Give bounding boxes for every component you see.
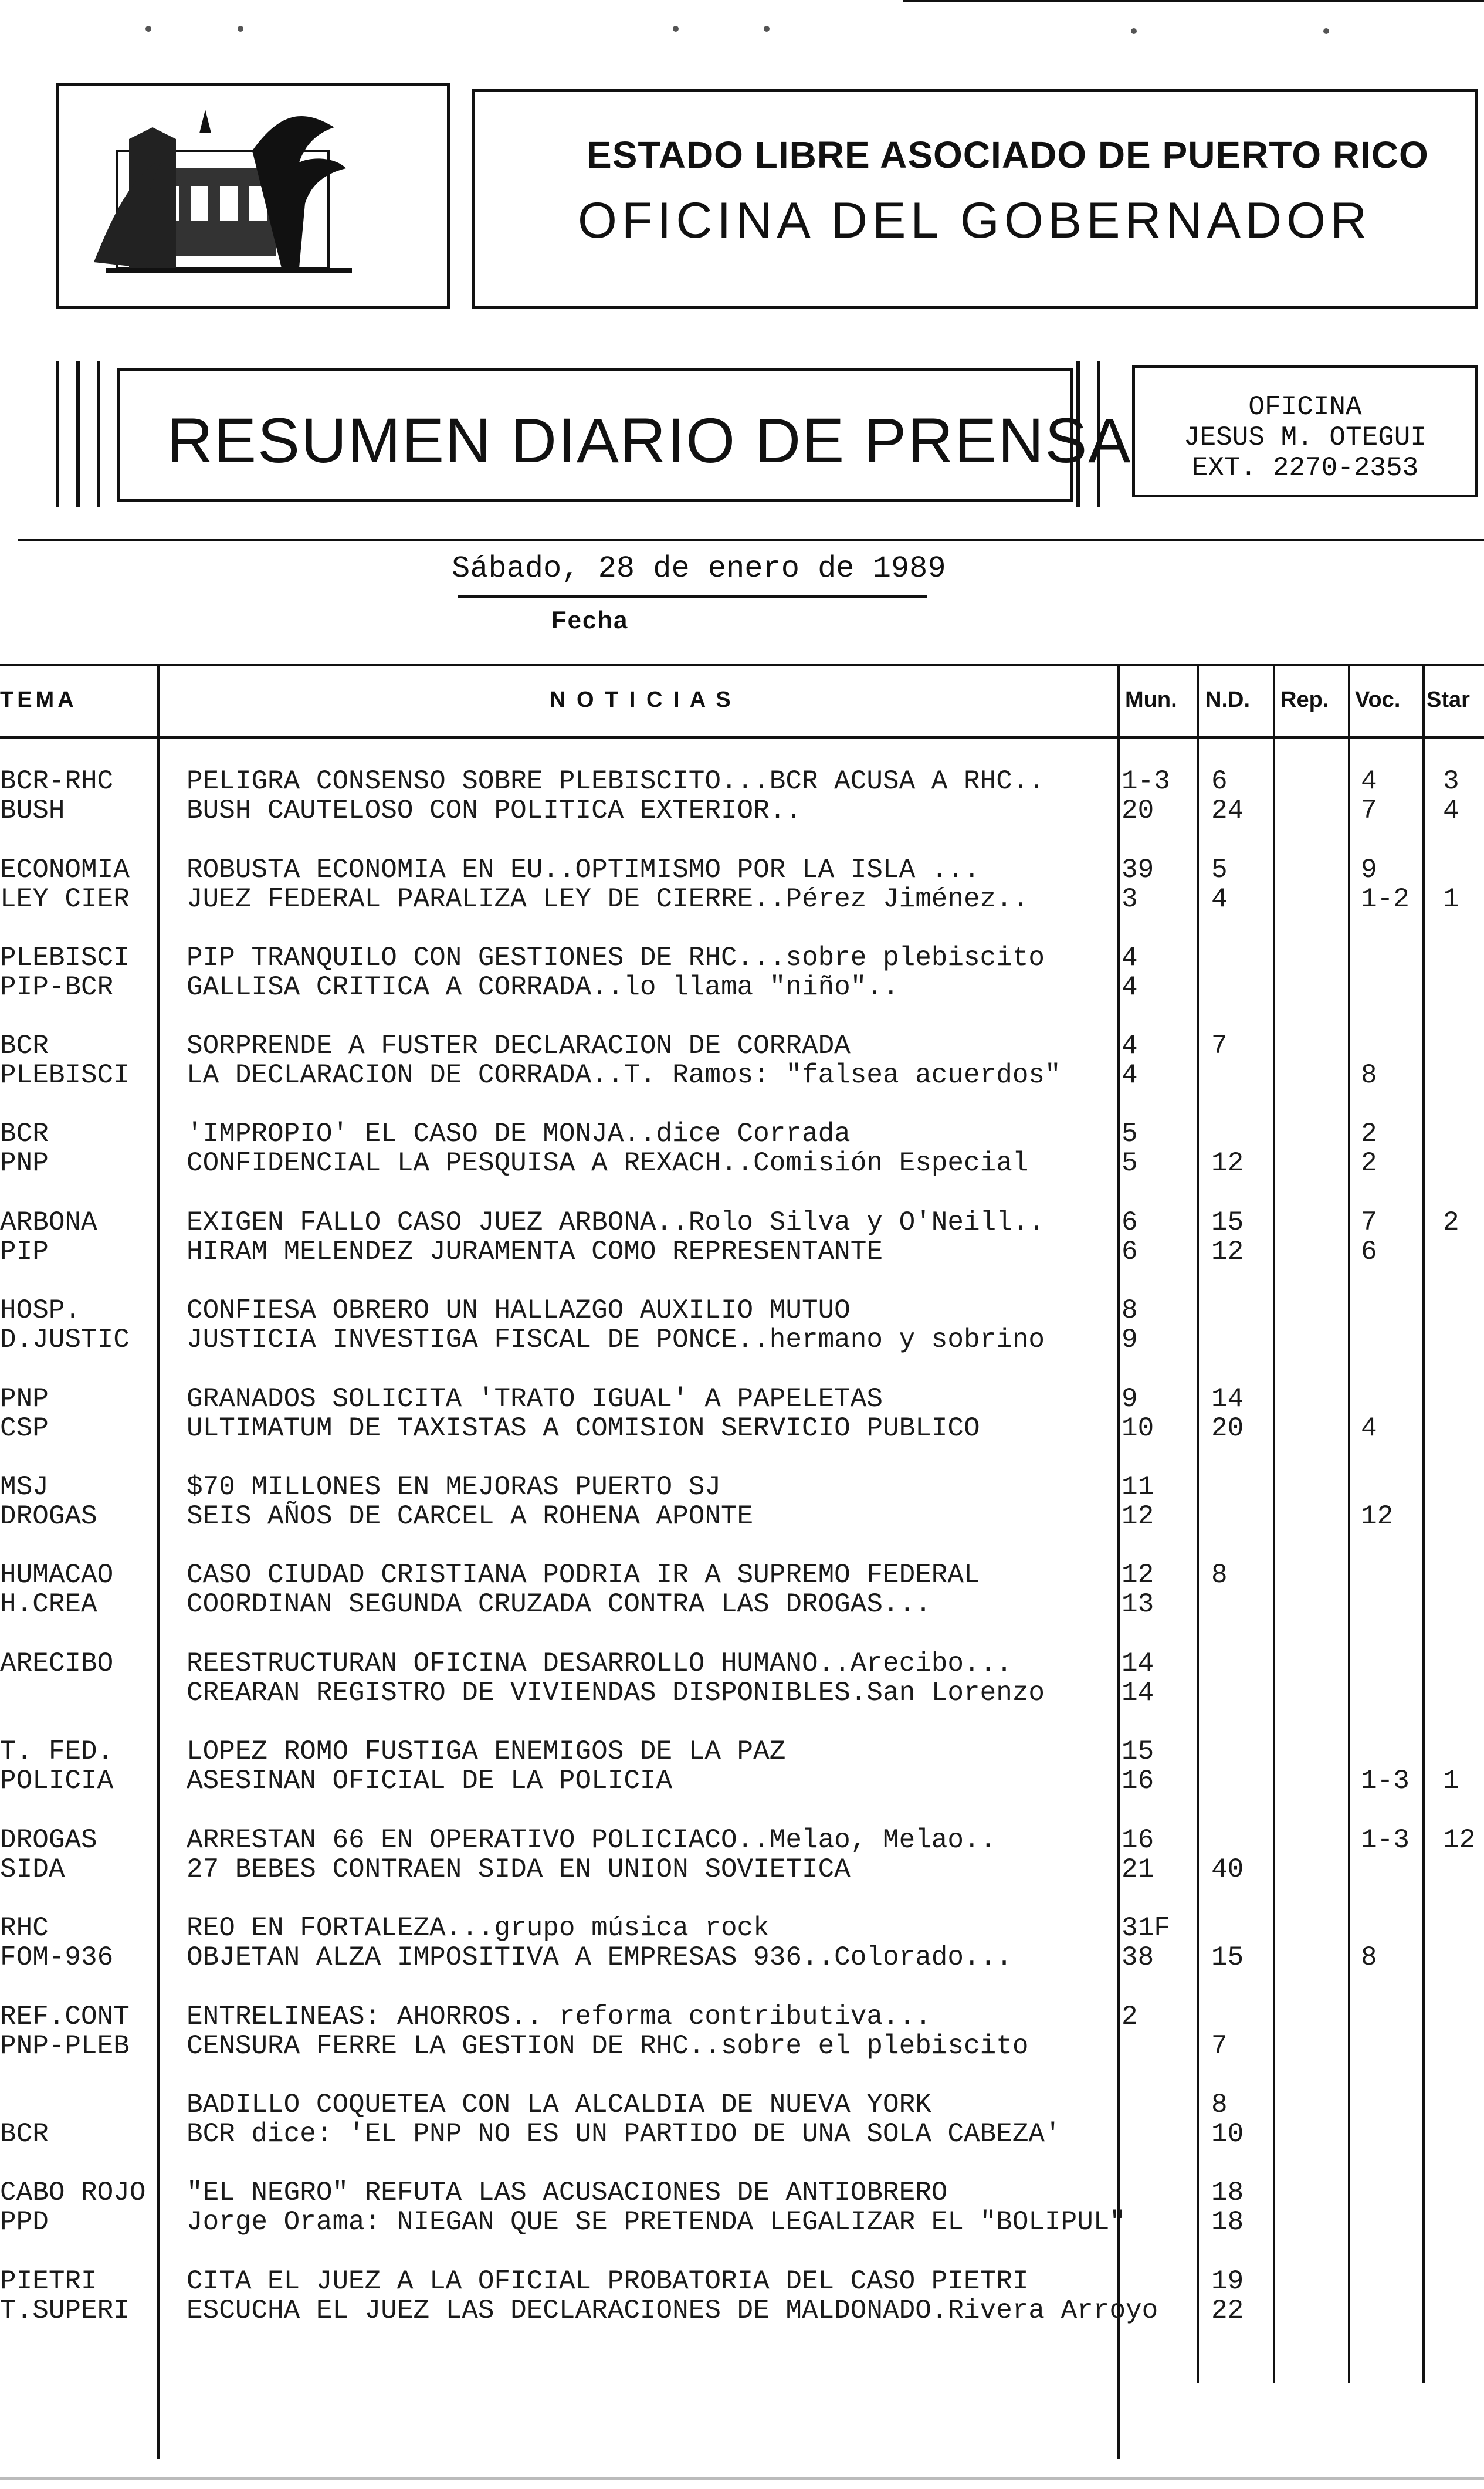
office-label: OFICINA [1248, 392, 1362, 422]
row-voc: 6 [1361, 1237, 1377, 1267]
row-noticia: HIRAM MELENDEZ JURAMENTA COMO REPRESENTANTE [187, 1237, 883, 1267]
row-mun: 9 [1122, 1325, 1138, 1355]
fortaleza-building-icon [59, 86, 447, 306]
row-voc: 7 [1361, 795, 1377, 826]
row-tema: FOM-936 [0, 1942, 114, 1973]
row-tema: D.JUSTIC [0, 1325, 130, 1355]
row-noticia: 'IMPROPIO' EL CASO DE MONJA..dice Corrada [187, 1119, 851, 1149]
row-mun: 10 [1122, 1413, 1154, 1444]
row-mun: 16 [1122, 1766, 1154, 1796]
row-nd: 20 [1211, 1413, 1244, 1444]
row-mun: 16 [1122, 1825, 1154, 1855]
row-voc: 7 [1361, 1207, 1377, 1238]
row-noticia: ARRESTAN 66 EN OPERATIVO POLICIACO..Melao, Melao.. [187, 1825, 997, 1855]
row-nd: 24 [1211, 795, 1244, 826]
table-top-rule [0, 664, 1484, 666]
col-rule [1117, 664, 1120, 2459]
row-tema: MSJ [0, 1472, 49, 1502]
row-tema: HOSP. [0, 1295, 82, 1326]
row-tema: PLEBISCI [0, 1060, 130, 1091]
row-tema: BCR [0, 2119, 49, 2149]
page-title: RESUMEN DIARIO DE PRENSA [167, 405, 1132, 476]
row-voc: 1-2 [1361, 884, 1410, 915]
row-voc: 2 [1361, 1119, 1377, 1149]
row-tema: REF.CONT [0, 2002, 130, 2032]
row-mun: 13 [1122, 1589, 1154, 1620]
date-underline [458, 595, 927, 598]
banner-bar [76, 361, 80, 507]
row-noticia: LA DECLARACION DE CORRADA..T. Ramos: "falsea acuerdos" [187, 1060, 1061, 1091]
row-star: 1 [1443, 884, 1459, 915]
row-tema: PNP [0, 1148, 49, 1179]
row-noticia: "EL NEGRO" REFUTA LAS ACUSACIONES DE ANTIOBRERO [187, 2178, 948, 2208]
row-tema: H.CREA [0, 1589, 97, 1620]
speck [764, 26, 770, 32]
row-mun: 11 [1122, 1472, 1154, 1502]
row-tema: SIDA [0, 1854, 65, 1885]
row-mun: 21 [1122, 1854, 1154, 1885]
row-nd: 4 [1211, 884, 1228, 915]
row-noticia: CONFIESA OBRERO UN HALLAZGO AUXILIO MUTUO [187, 1295, 851, 1326]
row-tema: T. FED. [0, 1736, 114, 1767]
row-mun: 9 [1122, 1384, 1138, 1414]
row-mun: 4 [1122, 943, 1138, 973]
table-header-rule [0, 736, 1484, 739]
row-mun: 6 [1122, 1207, 1138, 1238]
row-mun: 5 [1122, 1119, 1138, 1149]
row-nd: 7 [1211, 1031, 1228, 1061]
row-tema: LEY CIER [0, 884, 130, 915]
header-mun: Mun. [1125, 688, 1177, 712]
col-rule [1348, 664, 1350, 2383]
row-tema: ARBONA [0, 1207, 97, 1238]
header-voc: Voc. [1355, 688, 1401, 712]
row-noticia: CASO CIUDAD CRISTIANA PODRIA IR A SUPREMO FEDERAL [187, 1560, 980, 1590]
row-tema: PPD [0, 2207, 49, 2237]
agency-box [472, 89, 1478, 309]
row-mun: 15 [1122, 1736, 1154, 1767]
col-rule [1273, 664, 1275, 2383]
row-noticia: $70 MILLONES EN MEJORAS PUERTO SJ [187, 1472, 721, 1502]
row-star: 2 [1443, 1207, 1459, 1238]
header-rep: Rep. [1280, 688, 1329, 712]
row-noticia: SEIS AÑOS DE CARCEL A ROHENA APONTE [187, 1501, 754, 1532]
row-tema: ECONOMIA [0, 855, 130, 885]
row-noticia: COORDINAN SEGUNDA CRUZADA CONTRA LAS DROGAS... [187, 1589, 931, 1620]
row-noticia: EXIGEN FALLO CASO JUEZ ARBONA..Rolo Silva y O'Neill.. [187, 1207, 1045, 1238]
row-noticia: JUSTICIA INVESTIGA FISCAL DE PONCE..hermano y sobrino [187, 1325, 1045, 1355]
row-noticia: ASESINAN OFICIAL DE LA POLICIA [187, 1766, 673, 1796]
row-noticia: PIP TRANQUILO CON GESTIONES DE RHC...sobre plebiscito [187, 943, 1045, 973]
row-nd: 22 [1211, 2295, 1244, 2326]
header-tema: TEMA [0, 688, 77, 712]
row-star: 4 [1443, 795, 1459, 826]
row-nd: 8 [1211, 2090, 1228, 2120]
col-rule [157, 664, 160, 2459]
row-tema: PIETRI [0, 2266, 97, 2297]
row-noticia: ROBUSTA ECONOMIA EN EU..OPTIMISMO POR LA ISLA ... [187, 855, 980, 885]
row-tema: HUMACAO [0, 1560, 114, 1590]
row-mun: 20 [1122, 795, 1154, 826]
row-mun: 14 [1122, 1648, 1154, 1679]
row-mun: 4 [1122, 1060, 1138, 1091]
row-mun: 38 [1122, 1942, 1154, 1973]
row-nd: 7 [1211, 2031, 1228, 2061]
row-tema: BCR-RHC [0, 766, 114, 797]
row-noticia: ULTIMATUM DE TAXISTAS A COMISION SERVICIO PUBLICO [187, 1413, 980, 1444]
row-star: 3 [1443, 766, 1459, 797]
row-voc: 1-3 [1361, 1825, 1410, 1855]
row-mun: 1-3 [1122, 766, 1170, 797]
row-voc: 4 [1361, 766, 1377, 797]
row-tema: BCR [0, 1119, 49, 1149]
row-mun: 12 [1122, 1560, 1154, 1590]
bottom-edge [0, 2477, 1484, 2480]
row-nd: 18 [1211, 2178, 1244, 2208]
row-noticia: BADILLO COQUETEA CON LA ALCALDIA DE NUEVA YORK [187, 2090, 931, 2120]
row-nd: 40 [1211, 1854, 1244, 1885]
row-tema: CABO ROJO [0, 2178, 146, 2208]
row-noticia: SORPRENDE A FUSTER DECLARACION DE CORRADA [187, 1031, 851, 1061]
row-voc: 9 [1361, 855, 1377, 885]
row-noticia: REO EN FORTALEZA...grupo música rock [187, 1913, 770, 1943]
row-noticia: REESTRUCTURAN OFICINA DESARROLLO HUMANO..Arecibo... [187, 1648, 1012, 1679]
office-box [1132, 365, 1478, 497]
title-box [117, 368, 1132, 502]
row-noticia: OBJETAN ALZA IMPOSITIVA A EMPRESAS 936..Colorado... [187, 1942, 1012, 1973]
row-voc: 8 [1361, 1060, 1377, 1091]
row-voc: 1-3 [1361, 1766, 1410, 1796]
row-noticia: ESCUCHA EL JUEZ LAS DECLARACIONES DE MALDONADO.Rivera Arroyo [187, 2295, 1158, 2326]
row-nd: 19 [1211, 2266, 1244, 2297]
row-voc: 2 [1361, 1148, 1377, 1179]
row-noticia: GRANADOS SOLICITA 'TRATO IGUAL' A PAPELETAS [187, 1384, 883, 1414]
row-mun: 14 [1122, 1678, 1154, 1708]
office-name: JESUS M. OTEGUI [1183, 422, 1427, 453]
row-mun: 12 [1122, 1501, 1154, 1532]
row-noticia: CENSURA FERRE LA GESTION DE RHC..sobre el plebiscito [187, 2031, 1029, 2061]
row-nd: 15 [1211, 1942, 1244, 1973]
row-tema: BUSH [0, 795, 65, 826]
row-voc: 12 [1361, 1501, 1394, 1532]
row-voc: 4 [1361, 1413, 1377, 1444]
row-noticia: ENTRELINEAS: AHORROS.. reforma contributiva... [187, 2002, 931, 2032]
seal-frame [56, 83, 450, 309]
row-noticia: Jorge Orama: NIEGAN QUE SE PRETENDA LEGALIZAR EL "BOLIPUL" [187, 2207, 1126, 2237]
row-noticia: BCR dice: 'EL PNP NO ES UN PARTIDO DE UNA SOLA CABEZA' [187, 2119, 1061, 2149]
row-tema: DROGAS [0, 1825, 97, 1855]
row-mun: 39 [1122, 855, 1154, 885]
row-tema: PIP [0, 1237, 49, 1267]
speck [238, 26, 243, 32]
banner-bar [56, 361, 59, 507]
row-nd: 18 [1211, 2207, 1244, 2237]
row-noticia: PELIGRA CONSENSO SOBRE PLEBISCITO...BCR ACUSA A RHC.. [187, 766, 1045, 797]
speck [1323, 28, 1329, 34]
speck [1131, 28, 1137, 34]
col-rule [1422, 664, 1425, 2383]
header-nd: N.D. [1205, 688, 1250, 712]
row-nd: 12 [1211, 1148, 1244, 1179]
row-tema: RHC [0, 1913, 49, 1943]
row-mun: 4 [1122, 1031, 1138, 1061]
row-tema: DROGAS [0, 1501, 97, 1532]
row-mun: 3 [1122, 884, 1138, 915]
row-noticia: CONFIDENCIAL LA PESQUISA A REXACH..Comisión Especial [187, 1148, 1029, 1179]
row-noticia: BUSH CAUTELOSO CON POLITICA EXTERIOR.. [187, 795, 802, 826]
row-mun: 8 [1122, 1295, 1138, 1326]
row-star: 12 [1443, 1825, 1476, 1855]
row-mun: 4 [1122, 972, 1138, 1003]
agency-line2: OFICINA DEL GOBERNADOR [578, 192, 1372, 249]
banner-bar [97, 361, 100, 507]
row-nd: 10 [1211, 2119, 1244, 2149]
row-noticia: CITA EL JUEZ A LA OFICIAL PROBATORIA DEL CASO PIETRI [187, 2266, 1029, 2297]
row-tema: PNP-PLEB [0, 2031, 130, 2061]
date-value: Sábado, 28 de enero de 1989 [452, 551, 946, 586]
row-star: 1 [1443, 1766, 1459, 1796]
speck [673, 26, 679, 32]
header-noticias: N O T I C I A S [550, 688, 733, 712]
row-nd: 6 [1211, 766, 1228, 797]
row-mun: 6 [1122, 1237, 1138, 1267]
agency-line1: ESTADO LIBRE ASOCIADO DE PUERTO RICO [587, 134, 1429, 176]
row-mun: 5 [1122, 1148, 1138, 1179]
row-voc: 8 [1361, 1942, 1377, 1973]
header-divider [18, 539, 1484, 541]
row-tema: CSP [0, 1413, 49, 1444]
row-noticia: LOPEZ ROMO FUSTIGA ENEMIGOS DE LA PAZ [187, 1736, 786, 1767]
row-nd: 5 [1211, 855, 1228, 885]
row-tema: PLEBISCI [0, 943, 130, 973]
top-edge-rule [903, 0, 1484, 2]
row-nd: 12 [1211, 1237, 1244, 1267]
office-ext: EXT. 2270-2353 [1191, 453, 1419, 483]
row-nd: 8 [1211, 1560, 1228, 1590]
row-noticia: CREARAN REGISTRO DE VIVIENDAS DISPONIBLES.San Lorenzo [187, 1678, 1045, 1708]
row-mun: 31F [1122, 1913, 1170, 1943]
row-tema: PNP [0, 1384, 49, 1414]
row-noticia: JUEZ FEDERAL PARALIZA LEY DE CIERRE..Pérez Jiménez.. [187, 884, 1029, 915]
row-noticia: 27 BEBES CONTRAEN SIDA EN UNION SOVIETICA [187, 1854, 851, 1885]
row-nd: 14 [1211, 1384, 1244, 1414]
header-star: Star [1427, 688, 1470, 712]
speck [145, 26, 151, 32]
row-tema: POLICIA [0, 1766, 114, 1796]
date-label: Fecha [551, 606, 629, 634]
row-tema: BCR [0, 1031, 49, 1061]
row-tema: ARECIBO [0, 1648, 114, 1679]
row-tema: PIP-BCR [0, 972, 114, 1003]
row-mun: 2 [1122, 2002, 1138, 2032]
row-nd: 15 [1211, 1207, 1244, 1238]
row-tema: T.SUPERI [0, 2295, 130, 2326]
row-noticia: GALLISA CRITICA A CORRADA..lo llama "niño".. [187, 972, 899, 1003]
col-rule [1197, 664, 1199, 2383]
